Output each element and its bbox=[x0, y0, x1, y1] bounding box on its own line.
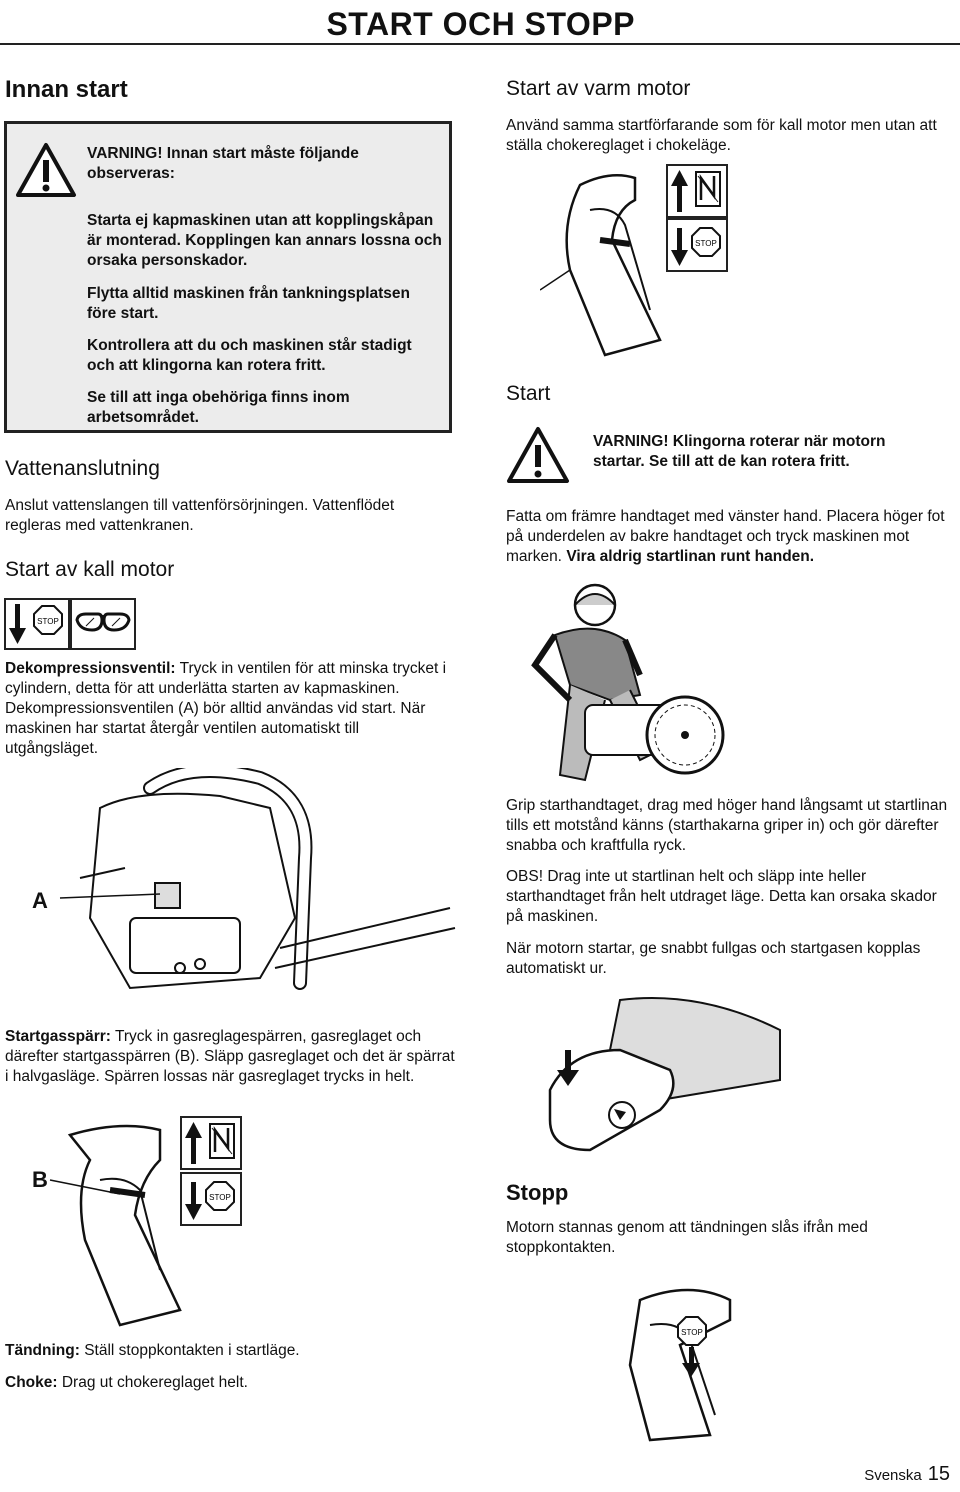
label-a: A bbox=[32, 888, 48, 913]
start-instructions-warning: Vira aldrig startlinan runt handen. bbox=[566, 548, 815, 565]
start-throttle-text bbox=[5, 1027, 455, 1087]
heading-stop: Stopp bbox=[506, 1180, 569, 1205]
choke-icon bbox=[182, 1118, 240, 1168]
stop-label: STOP bbox=[209, 1193, 231, 1202]
start-warning-text: VARNING! Klingorna roterar när motorn startar. Se till att de kan rotera fritt. bbox=[593, 433, 886, 470]
decompression-label: Dekompressionsventil: bbox=[5, 660, 176, 677]
ignition-symbol-warm bbox=[666, 218, 728, 272]
choke-icon bbox=[668, 166, 726, 216]
decompression-body: Tryck in ventilen för att minska trycket i cylindern, detta för att underlätta starten av kapmaskinen. Dekompressionsventilen (A) bör alltid användas vid start. När maskinen har startat återgår ventilen automatiskt till utgångsläget. bbox=[5, 660, 447, 757]
pull-start-text: Grip starthandtaget, drag med höger hand långsamt ut startlinan tills ett motstånd känns (starthakarna griper in) och gör därefter snabba och kraftfulla ryck. bbox=[506, 797, 948, 854]
warning-item-3: Kontrollera att du och maskinen står stadigt och att klingorna kan rotera fritt. bbox=[87, 337, 412, 374]
stop-label: STOP bbox=[695, 239, 717, 248]
page-title: START OCH STOPP bbox=[326, 6, 635, 42]
heading-cold-start: Start av kall motor bbox=[5, 558, 175, 581]
heading-start: Start bbox=[506, 382, 551, 405]
choke-symbol-warm bbox=[666, 164, 728, 218]
ignition-symbol bbox=[180, 1172, 242, 1226]
ignition-text bbox=[5, 1341, 300, 1361]
down-arrow-stop-icon bbox=[6, 600, 68, 648]
ignition-label: Tändning: bbox=[5, 1342, 80, 1359]
warning-triangle-icon bbox=[506, 426, 570, 484]
warning-box bbox=[4, 121, 452, 433]
stop-label: STOP bbox=[681, 1328, 703, 1337]
label-b: B bbox=[32, 1167, 48, 1192]
stop-switch-symbol bbox=[4, 598, 70, 650]
choke-text bbox=[5, 1373, 248, 1393]
operator-starting-illustration bbox=[510, 575, 740, 790]
start-throttle-label: Startgasspärr: bbox=[5, 1028, 111, 1045]
started-text: När motorn startar, ge snabbt fullgas och startgasen kopplas automatiskt ur. bbox=[506, 940, 921, 977]
heading-warm-start: Start av varm motor bbox=[506, 77, 691, 100]
heading-before-start: Innan start bbox=[5, 76, 128, 103]
decompression-valve-illustration bbox=[20, 768, 460, 1008]
heading-water: Vattenanslutning bbox=[5, 457, 160, 480]
throttle-lock-illustration bbox=[530, 990, 790, 1165]
eye-protection-symbol bbox=[70, 598, 136, 650]
warning-item-4: Se till att inga obehöriga finns inom arbetsområdet. bbox=[87, 389, 350, 426]
page-header bbox=[0, 0, 960, 46]
ignition-body: Ställ stoppkontakten i startläge. bbox=[79, 1342, 300, 1359]
page-number: 15 bbox=[927, 1463, 950, 1485]
choke-symbol bbox=[180, 1116, 242, 1170]
warning-item-1: Starta ej kapmaskinen utan att kopplingskåpan är monterad. Kopplingen kan annars lossna och orsaka personskador. bbox=[87, 212, 442, 269]
stop-switch-illustration bbox=[620, 1285, 810, 1445]
warning-title: VARNING! Innan start måste följande observeras: bbox=[87, 145, 359, 182]
stop-switch-icon bbox=[668, 220, 726, 270]
warning-triangle-icon bbox=[15, 142, 77, 198]
start-instructions bbox=[506, 507, 956, 567]
stop-label: STOP bbox=[37, 617, 59, 626]
footer-language: Svenska bbox=[864, 1467, 922, 1484]
water-text: Anslut vattenslangen till vattenförsörjningen. Vattenflödet regleras med vattenkranen. bbox=[5, 497, 395, 534]
safety-glasses-icon bbox=[72, 600, 134, 648]
warm-start-text: Använd samma startförfarande som för kall motor men utan att ställa chokereglaget i chokeläge. bbox=[506, 117, 937, 154]
stop-text: Motorn stannas genom att tändningen slås ifrån med stoppkontakten. bbox=[506, 1219, 868, 1256]
warning-item-2: Flytta alltid maskinen från tankningsplatsen före start. bbox=[87, 285, 410, 322]
stop-switch-icon bbox=[182, 1174, 240, 1224]
decompression-text bbox=[5, 659, 455, 759]
start-throttle-body: Tryck in gasreglagespärren, gasreglaget och därefter startgasspärren (B). Släpp gasreglaget och det är spärrat i halvgasläge. Spärren lossas när gasreglaget trycks in helt. bbox=[5, 1028, 455, 1085]
start-instructions-body: Fatta om främre handtaget med vänster hand. Placera höger fot på underdelen av bakre handtaget och tryck maskinen mot marken. bbox=[506, 508, 945, 565]
header-rule bbox=[0, 43, 960, 45]
choke-body: Drag ut chokereglaget helt. bbox=[57, 1374, 248, 1391]
obs-text: OBS! Drag inte ut startlinan helt och släpp inte heller starthandtaget från helt utdraget läge. Detta kan orsaka skador på maskinen. bbox=[506, 868, 937, 925]
page-footer bbox=[864, 1463, 950, 1486]
choke-label: Choke: bbox=[5, 1374, 58, 1391]
